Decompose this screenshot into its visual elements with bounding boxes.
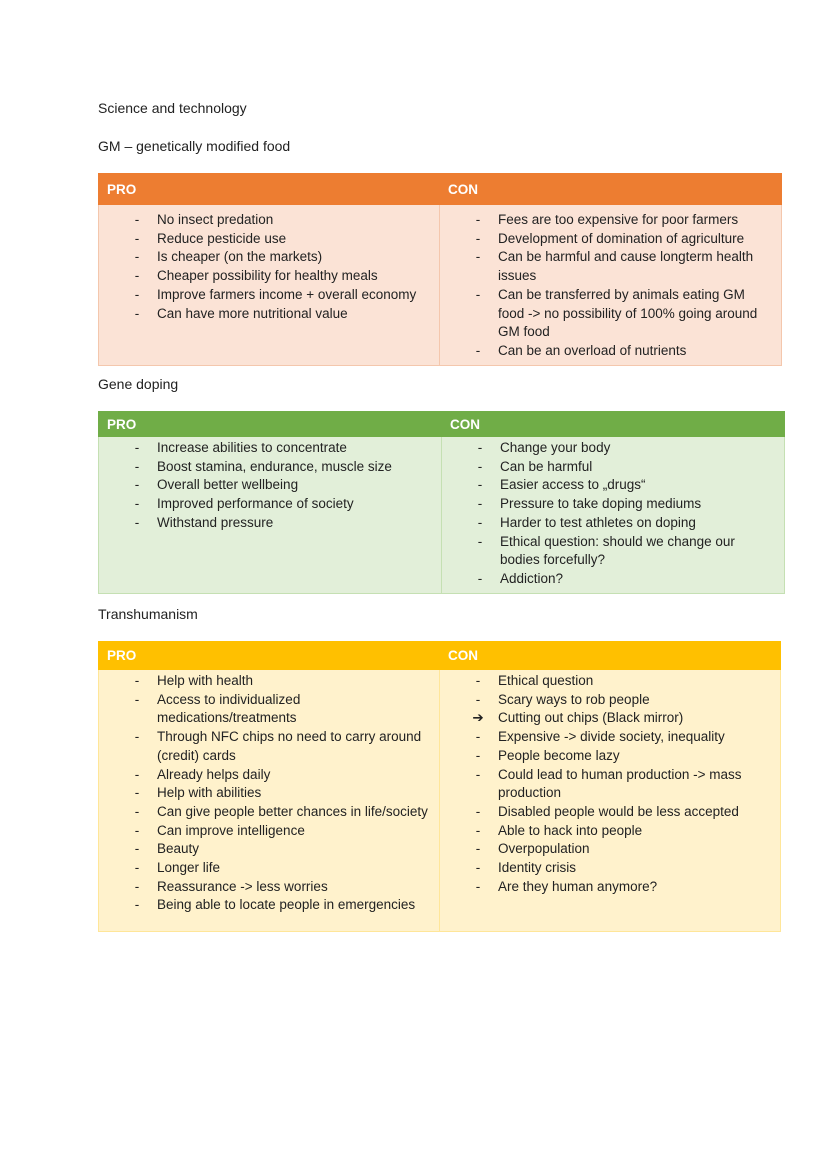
list-item-text: Cutting out chips (Black mirror) <box>498 710 684 726</box>
dash-bullet-icon: - <box>477 514 483 530</box>
dash-bullet-icon: - <box>134 496 140 512</box>
list-item-text: Is cheaper (on the markets) <box>157 249 323 265</box>
dash-bullet-icon: - <box>475 286 481 302</box>
list-item <box>99 439 441 458</box>
list-item-text: Longer life <box>157 860 221 876</box>
con-header: CON <box>440 174 782 205</box>
list-item-text: Access to individualized medications/treatments <box>157 691 301 726</box>
dash-bullet-icon: - <box>134 514 140 530</box>
dash-bullet-icon: - <box>134 766 140 782</box>
dash-bullet-icon: - <box>134 897 140 913</box>
dash-bullet-icon: - <box>475 860 481 876</box>
dash-bullet-icon: - <box>134 249 140 265</box>
list-item-text: Ethical question <box>498 673 594 688</box>
dash-bullet-icon: - <box>134 212 140 227</box>
list-item <box>442 458 784 477</box>
list-item-text: Beauty <box>157 841 200 857</box>
list-item-text: Overall better wellbeing <box>157 477 299 493</box>
list-item <box>99 859 439 878</box>
list-item-text: Reassurance -> less worries <box>157 878 328 894</box>
dash-bullet-icon: - <box>477 496 483 512</box>
list-item-text: Could lead to human production -> mass production <box>498 766 742 801</box>
pro-header: PRO <box>99 174 440 205</box>
list-item <box>440 248 781 285</box>
list-item <box>440 691 780 710</box>
con-list <box>440 672 780 896</box>
list-item-text: Able to hack into people <box>498 822 643 838</box>
con-list <box>440 211 781 361</box>
list-item-text: Cheaper possibility for healthy meals <box>157 268 378 284</box>
dash-bullet-icon: - <box>134 305 140 321</box>
dash-bullet-icon: - <box>477 440 483 455</box>
list-item-text: Easier access to „drugs“ <box>500 477 646 493</box>
dash-bullet-icon: - <box>134 458 140 474</box>
dash-bullet-icon: - <box>134 673 140 688</box>
list-item-text: Can give people better chances in life/society <box>157 803 428 819</box>
dash-bullet-icon: - <box>134 230 140 246</box>
list-item <box>99 514 441 533</box>
list-item <box>99 766 439 785</box>
con-cell <box>440 205 782 366</box>
list-item <box>440 211 781 230</box>
dash-bullet-icon: - <box>475 822 481 838</box>
con-cell <box>442 437 785 594</box>
dash-bullet-icon: - <box>477 570 483 586</box>
list-item-text: Harder to test athletes on doping <box>500 514 696 530</box>
list-item-text: Already helps daily <box>157 766 271 782</box>
list-item-text: Addiction? <box>500 570 564 586</box>
list-item-text: No insect predation <box>157 212 274 227</box>
list-item <box>440 803 780 822</box>
arrow-bullet-icon: ➔ <box>472 710 484 726</box>
list-item-text: Development of domination of agriculture <box>498 230 745 246</box>
dash-bullet-icon: - <box>475 691 481 707</box>
list-item <box>440 878 780 897</box>
dash-bullet-icon: - <box>475 673 481 688</box>
dash-bullet-icon: - <box>477 477 483 493</box>
list-item <box>99 230 439 249</box>
list-item-text: Through NFC chips no need to carry around (credit) cards <box>157 729 422 763</box>
dash-bullet-icon: - <box>475 878 481 894</box>
dash-bullet-icon: - <box>134 785 140 801</box>
list-item <box>99 672 439 691</box>
list-item <box>440 859 780 878</box>
list-item <box>99 691 439 728</box>
list-item-text: Expensive -> divide society, inequality <box>498 729 725 745</box>
list-item <box>99 248 439 267</box>
list-item <box>99 784 439 803</box>
pro-list <box>99 439 441 533</box>
list-item-text: Help with health <box>157 673 254 688</box>
dash-bullet-icon: - <box>475 803 481 819</box>
dash-bullet-icon: - <box>475 342 481 358</box>
list-item <box>99 495 441 514</box>
list-item <box>440 286 781 342</box>
list-item <box>440 840 780 859</box>
list-item-text: Improve farmers income + overall economy <box>157 286 417 302</box>
dash-bullet-icon: - <box>475 766 481 782</box>
con-header: CON <box>442 412 785 437</box>
list-item-text: Fees are too expensive for poor farmers <box>498 212 739 227</box>
list-item-text: Can improve intelligence <box>157 822 305 838</box>
pro-header: PRO <box>99 412 442 437</box>
list-item <box>99 896 439 915</box>
list-item <box>440 728 780 747</box>
list-item <box>440 672 780 691</box>
list-item-text: Disabled people would be less accepted <box>498 803 739 819</box>
dash-bullet-icon: - <box>134 822 140 838</box>
list-item <box>442 495 784 514</box>
dash-bullet-icon: - <box>475 841 481 857</box>
pro-header: PRO <box>99 642 440 670</box>
list-item <box>440 766 780 803</box>
list-item-text: Increase abilities to concentrate <box>157 440 347 455</box>
list-item-text: Withstand pressure <box>157 514 274 530</box>
list-item <box>99 840 439 859</box>
dash-bullet-icon: - <box>134 803 140 819</box>
dash-bullet-icon: - <box>134 286 140 302</box>
con-list <box>442 439 784 589</box>
list-item <box>99 476 441 495</box>
list-item <box>99 211 439 230</box>
list-item <box>99 878 439 897</box>
list-item <box>440 822 780 841</box>
dash-bullet-icon: - <box>134 841 140 857</box>
list-item <box>99 728 439 765</box>
list-item-text: Overpopulation <box>498 841 590 857</box>
list-item-text: Pressure to take doping mediums <box>500 496 702 512</box>
list-item <box>442 439 784 458</box>
list-item <box>99 286 439 305</box>
list-item <box>440 709 780 728</box>
dash-bullet-icon: - <box>134 860 140 876</box>
list-item-text: Can be transferred by animals eating GM food -> no possibility of 100% going around GM food <box>498 286 758 340</box>
list-item <box>99 803 439 822</box>
list-item <box>442 533 784 570</box>
list-item-text: Boost stamina, endurance, muscle size <box>157 458 392 474</box>
dash-bullet-icon: - <box>475 747 481 763</box>
list-item-text: Can be harmful and cause longterm health issues <box>498 249 754 284</box>
document-title: Science and technology <box>98 100 247 116</box>
dash-bullet-icon: - <box>134 729 140 745</box>
dash-bullet-icon: - <box>475 729 481 745</box>
dash-bullet-icon: - <box>475 249 481 265</box>
section-heading-transhumanism: Transhumanism <box>98 606 198 622</box>
dash-bullet-icon: - <box>134 440 140 455</box>
pro-cell <box>99 437 442 594</box>
list-item <box>99 458 441 477</box>
dash-bullet-icon: - <box>477 533 483 549</box>
list-item-text: Being able to locate people in emergencies <box>157 897 416 913</box>
pro-cell <box>99 670 440 932</box>
dash-bullet-icon: - <box>134 477 140 493</box>
dash-bullet-icon: - <box>134 878 140 894</box>
transhumanism-pro-con-table <box>98 641 781 932</box>
dash-bullet-icon: - <box>134 268 140 284</box>
con-header: CON <box>440 642 781 670</box>
list-item <box>440 342 781 361</box>
section-heading-gm: GM – genetically modified food <box>98 138 291 154</box>
pro-list <box>99 211 439 323</box>
gene-doping-pro-con-table <box>98 411 785 594</box>
list-item-text: Can have more nutritional value <box>157 305 348 321</box>
list-item-text: Reduce pesticide use <box>157 230 287 246</box>
list-item-text: Identity crisis <box>498 860 577 876</box>
gm-pro-con-table <box>98 173 782 366</box>
list-item-text: People become lazy <box>498 747 620 763</box>
list-item <box>99 267 439 286</box>
list-item-text: Scary ways to rob people <box>498 691 650 707</box>
list-item <box>99 305 439 324</box>
list-item <box>442 514 784 533</box>
pro-list <box>99 672 439 915</box>
list-item <box>440 747 780 766</box>
list-item-text: Can be an overload of nutrients <box>498 342 687 358</box>
con-cell <box>440 670 781 932</box>
dash-bullet-icon: - <box>475 212 481 227</box>
section-heading-gene-doping: Gene doping <box>98 376 179 392</box>
dash-bullet-icon: - <box>134 691 140 707</box>
dash-bullet-icon: - <box>475 230 481 246</box>
pro-cell <box>99 205 440 366</box>
list-item <box>442 570 784 589</box>
list-item-text: Are they human anymore? <box>498 878 658 894</box>
list-item-text: Can be harmful <box>500 458 593 474</box>
list-item-text: Ethical question: should we change our bodies forcefully? <box>500 533 735 568</box>
list-item-text: Improved performance of society <box>157 496 354 512</box>
list-item-text: Help with abilities <box>157 785 262 801</box>
dash-bullet-icon: - <box>477 458 483 474</box>
list-item <box>442 476 784 495</box>
list-item <box>440 230 781 249</box>
list-item-text: Change your body <box>500 440 611 455</box>
list-item <box>99 822 439 841</box>
